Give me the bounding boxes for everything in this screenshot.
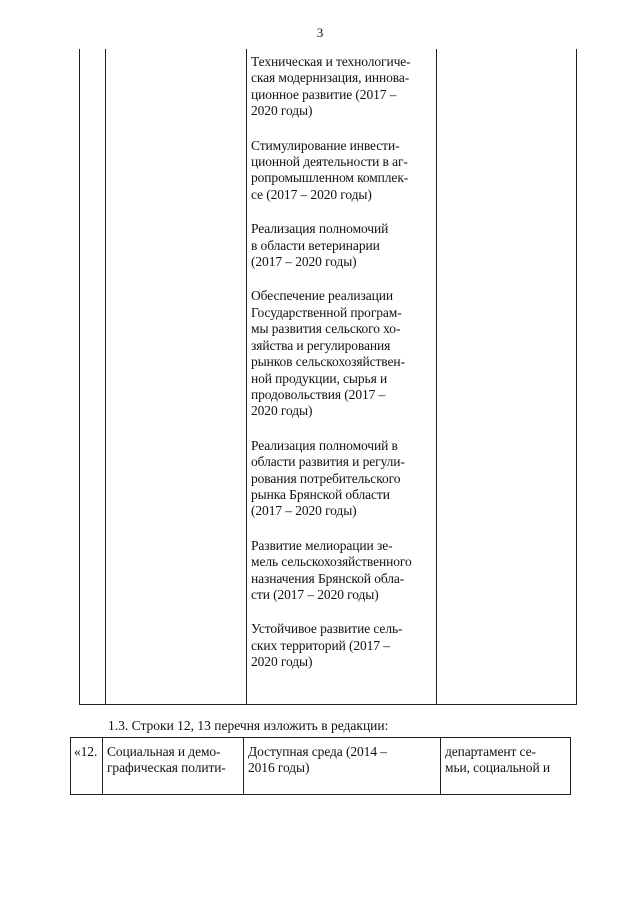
row-number: «12. bbox=[74, 744, 98, 759]
table-column-divider bbox=[102, 738, 103, 794]
table-column-divider bbox=[243, 738, 244, 794]
subprogram-entry: Техническая и технологиче- ская модернизация, иннова- ционное развитие (2017 – 2020 годы) bbox=[251, 54, 411, 119]
program-table-continuation bbox=[79, 49, 577, 705]
table-column-divider bbox=[105, 49, 106, 704]
subprogram-entry: Развитие мелиорации зе- мель сельскохозяйственного назначения Брянской обла- сти (2017 – 2020 годы) bbox=[251, 537, 412, 602]
subprogram-cell: Доступная среда (2014 – 2016 годы) bbox=[248, 744, 387, 776]
subprogram-entry: Реализация полномочий в области развития и регули- рования потребительского рынка Брянской области (2017 – 2020 годы) bbox=[251, 437, 405, 519]
program-table-amended-rows bbox=[70, 737, 571, 795]
executor-cell: департамент се- мьи, социальной и bbox=[445, 744, 550, 776]
subprogram-entry: Обеспечение реализации Государственной програм- мы развития сельского хо- зяйства и регулирования рынков сельскохозяйствен- ной продукции, сырья и продовольствия (2017 – 2020 годы) bbox=[251, 288, 405, 419]
page-number: 3 bbox=[316, 25, 324, 40]
program-name-cell: Социальная и демо- графическая полити- bbox=[107, 744, 226, 776]
table-column-divider bbox=[436, 49, 437, 704]
subprogram-entry: Стимулирование инвести- ционной деятельности в аг- ропромышленном комплек- се (2017 – 2020 годы) bbox=[251, 137, 409, 202]
subprogram-entry: Устойчивое развитие сель- ских территорий (2017 – 2020 годы) bbox=[251, 621, 403, 670]
amendment-note: 1.3. Строки 12, 13 перечня изложить в редакции: bbox=[108, 718, 389, 733]
subprogram-column bbox=[246, 49, 436, 689]
subprogram-entry: Реализация полномочий в области ветеринарии (2017 – 2020 годы) bbox=[251, 221, 389, 270]
table-column-divider bbox=[440, 738, 441, 794]
